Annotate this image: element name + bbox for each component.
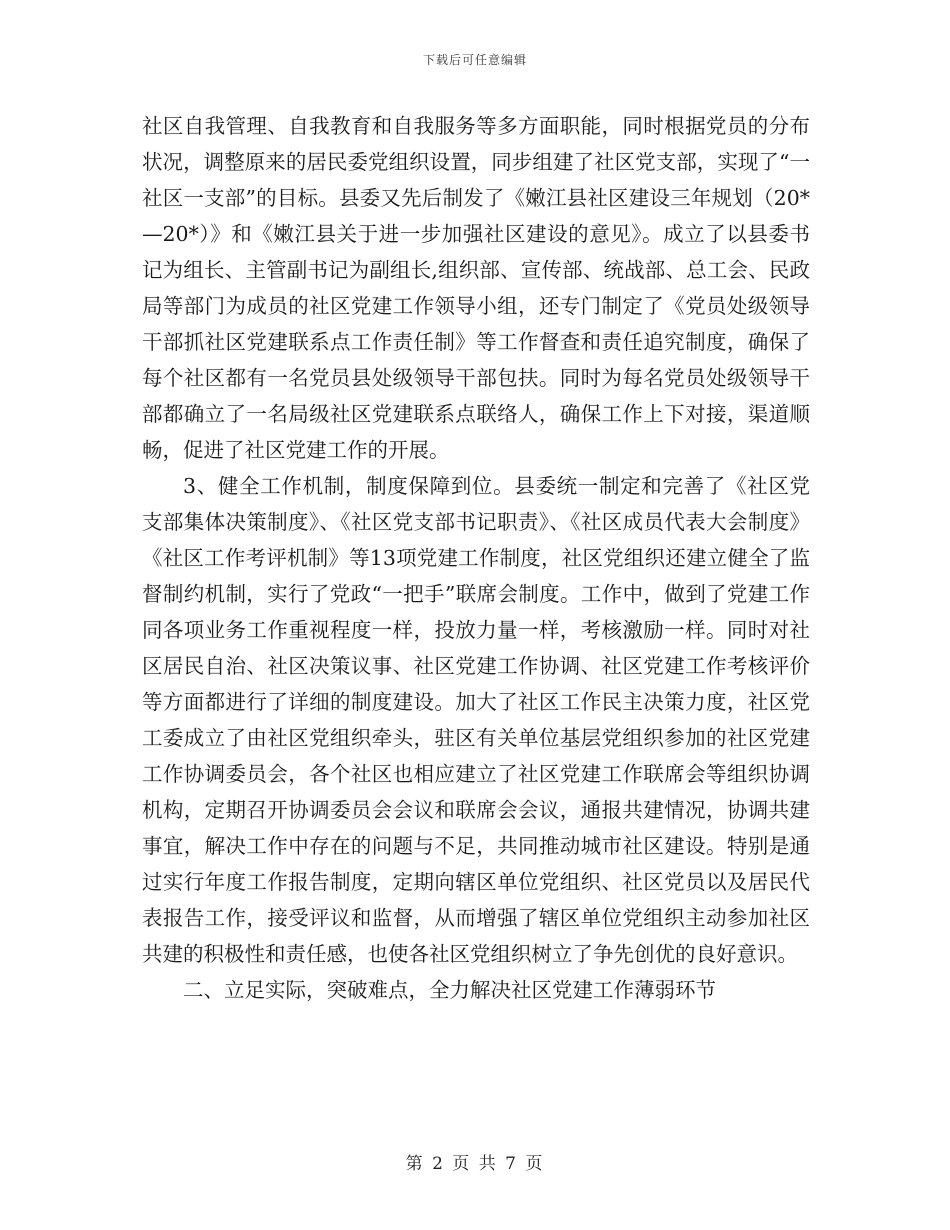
page-number-footer: 第 2 页 共 7 页 (405, 1154, 545, 1174)
page-header-note: 下载后可任意编辑 (422, 53, 527, 67)
section-heading-two: 二、立足实际，突破难点，全力解决社区党建工作薄弱环节 (183, 978, 716, 1002)
paragraph-work-mechanism: 3、健全工作机制，制度保障到位。县委统一制定和完善了《社区党支部集体决策制度》、《社区党支部书记职责》、《社区成员代表大会制度》《社区工作考评机制》等13项党建工作制度，社区党组织还建立健全了监督制约机制，实行了党政“一把手”联席会制度。工作中，做到了党建工作同各项业务工作重视程度一样，投放力量一样，考核激励一样。同时对社区居民自治、社区决策议事、社区党建工作协调、社区党建工作考核评价等方面都进行了详细的制度建设。加大了社区工作民主决策力度，社区党工委成立了由社区党组织牵头，驻区有关单位基层党组织参加的社区党建工作协调委员会，各个社区也相应建立了社区党建工作联席会等组织协调机构，定期召开协调委员会会议和联席会会议，通报共建情况，协调共建事宜，解决工作中存在的问题与不足，共同推动城市社区建设。特别是通过实行年度工作报告制度，定期向辖区单位党组织、社区党员以及居民代表报告工作，接受评议和监督，从而增强了辖区单位党组织主动参加社区共建的积极性和责任感，也使各社区党组织树立了争先创优的良好意识。 (142, 474, 810, 966)
paragraph-continuation: 社区自我管理、自我教育和自我服务等多方面职能，同时根据党员的分布状况，调整原来的居民委党组织设置，同步组建了社区党支部，实现了“一社区一支部”的目标。县委又先后制发了《嫩江县社区建设三年规划（20*—20*）》和《嫩江县关于进一步加强社区建设的意见》。成立了以县委书记为组长、主管副书记为副组长,组织部、宣传部、统战部、总工会、民政局等部门为成员的社区党建工作领导小组，还专门制定了《党员处级领导干部抓社区党建联系点工作责任制》等工作督查和责任追究制度，确保了每个社区都有一名党员县处级领导干部包扶。同时为每名党员处级领导干部都确立了一名局级社区党建联系点联络人，确保工作上下对接，渠道顺畅，促进了社区党建工作的开展。 (142, 114, 810, 462)
document-body (142, 108, 810, 1008)
